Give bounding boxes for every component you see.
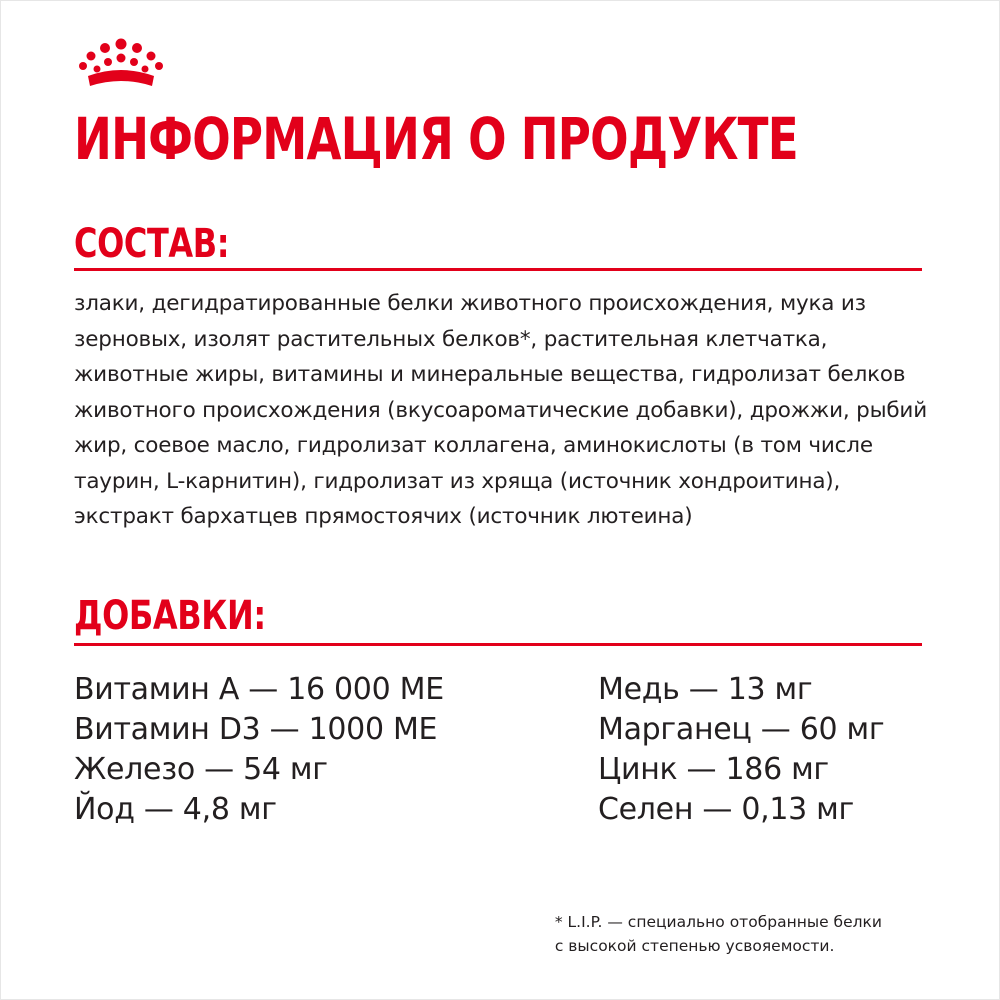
additive-item: Марганец — 60 мг [598,712,885,747]
additive-item: Витамин А — 16 000 МЕ [74,672,444,707]
additives-list-right [598,670,884,830]
additives-list-left [74,670,444,830]
composition-heading: СОСТАВ: [74,221,230,267]
composition-text: злаки, дегидратированные белки животного происхождения, мука из зерновых, изолят растительных белков*, растительная клетчатка, животные жиры, витамины и минеральные вещества, гидролизат белков животного происхождения (вкусоароматические добавки), дрожжи, рыбий жир, соевое масло, гидролизат коллагена, аминокислоты (в том числе таурин, L-карнитин), гидролизат из хряща (источник хондроитина), экстракт бархатцев прямостоячих (источник лютеина) [74,291,927,529]
footnote: * L.I.P. — специально отобранные белки с высокой степенью усвояемости. [554,913,882,955]
crown-icon [78,36,164,90]
additives-divider [74,643,922,646]
additive-item: Железо — 54 мг [74,752,328,787]
additive-item: Витамин D3 — 1000 МЕ [74,712,438,747]
additive-item: Йод — 4,8 мг [74,792,277,827]
additives-heading: ДОБАВКИ: [74,593,266,639]
page-title: ИНФОРМАЦИЯ О ПРОДУКТЕ [74,105,798,173]
additive-item: Селен — 0,13 мг [598,792,854,827]
additive-item: Цинк — 186 мг [598,752,829,787]
additive-item: Медь — 13 мг [598,672,813,707]
composition-divider [74,268,922,271]
